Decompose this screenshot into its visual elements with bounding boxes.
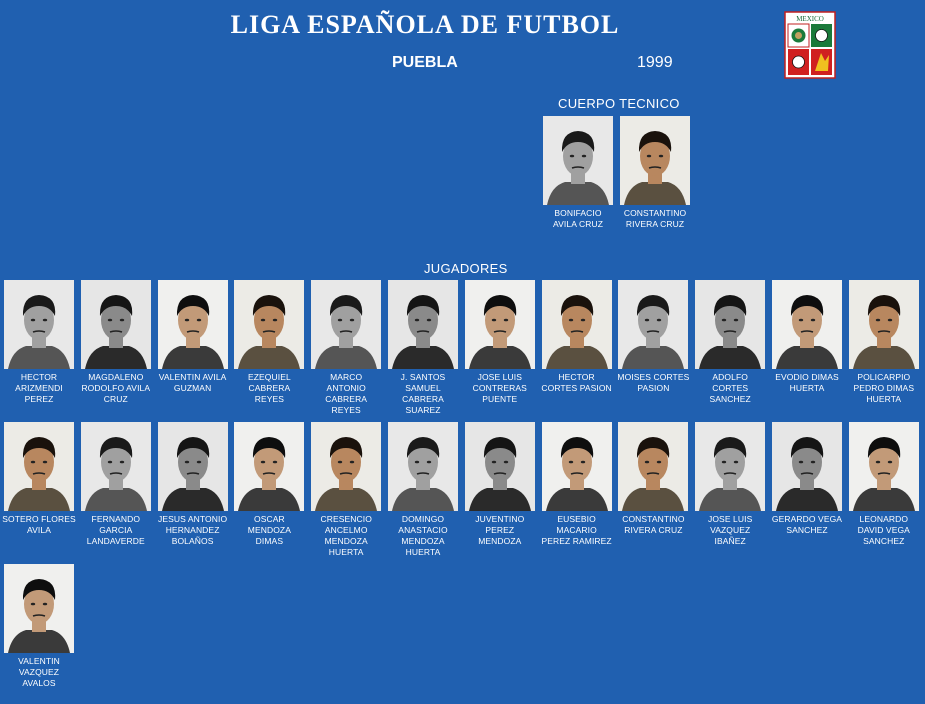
name-line: MENDOZA <box>247 525 291 535</box>
portrait-photo-icon <box>4 422 74 511</box>
name-line: SUAREZ <box>405 405 441 415</box>
person-name <box>307 514 385 558</box>
staff-card <box>541 116 615 230</box>
name-line: CORTES <box>712 383 749 393</box>
person-name <box>539 208 617 230</box>
portrait-photo-icon <box>618 280 688 369</box>
name-line: ARIZMENDI <box>15 383 63 393</box>
name-line: PEDRO DIMAS <box>853 383 915 393</box>
name-line: MAGDALENO <box>88 372 144 382</box>
name-line: AVILA <box>27 525 51 535</box>
name-line: CABRERA <box>325 394 368 404</box>
person-name <box>461 514 539 547</box>
name-line: MENDOZA <box>324 536 368 546</box>
person-name <box>307 372 385 416</box>
name-line: LEONARDO <box>859 514 909 524</box>
name-line: PUENTE <box>482 394 518 404</box>
name-line: MENDOZA <box>478 536 522 546</box>
name-line: CABRERA <box>248 383 291 393</box>
player-card <box>2 422 76 536</box>
name-line: PASION <box>637 383 670 393</box>
name-line: ANTONIO <box>326 383 366 393</box>
name-line: OSCAR <box>254 514 285 524</box>
portrait-photo-icon <box>542 280 612 369</box>
name-line: MACARIO <box>556 525 597 535</box>
name-line: POLICARPIO <box>857 372 911 382</box>
name-line: PEREZ <box>24 394 54 404</box>
player-card <box>309 422 383 558</box>
player-card <box>463 280 537 405</box>
player-card <box>847 422 921 547</box>
person-name <box>154 372 232 394</box>
portrait-photo-icon <box>158 422 228 511</box>
person-name <box>691 372 769 405</box>
name-line: PEREZ RAMIREZ <box>541 536 612 546</box>
name-line: HUERTA <box>866 394 902 404</box>
portrait-photo-icon <box>4 280 74 369</box>
name-line: VAZQUEZ <box>710 525 751 535</box>
name-line: HERNANDEZ <box>165 525 220 535</box>
name-line: JESUS ANTONIO <box>158 514 228 524</box>
person-name <box>614 514 692 536</box>
name-line: CONSTANTINO <box>622 514 685 524</box>
player-card <box>847 280 921 405</box>
portrait-photo-icon <box>4 564 74 653</box>
portrait-photo-icon <box>234 422 304 511</box>
portrait-photo-icon <box>311 422 381 511</box>
name-line: MARCO <box>330 372 363 382</box>
players-section-title: JUGADORES <box>424 261 508 276</box>
player-card <box>463 422 537 547</box>
name-line: CONSTANTINO <box>623 208 687 218</box>
name-line: LANDAVERDE <box>86 536 145 546</box>
league-logo-icon <box>784 11 836 79</box>
person-name <box>616 208 694 230</box>
player-card <box>540 422 614 547</box>
name-line: DIMAS <box>255 536 284 546</box>
player-card <box>386 280 460 416</box>
name-line: ADOLFO <box>712 372 748 382</box>
name-line: MOISES CORTES <box>617 372 690 382</box>
portrait-photo-icon <box>81 280 151 369</box>
portrait-photo-icon <box>158 280 228 369</box>
person-name <box>768 372 846 394</box>
name-line: REYES <box>331 405 361 415</box>
portrait-photo-icon <box>620 116 690 205</box>
name-line: CORTES PASION <box>541 383 612 393</box>
logo-text: MEXICO <box>796 15 824 23</box>
player-card <box>616 280 690 394</box>
person-name <box>0 656 78 689</box>
player-card <box>693 422 767 547</box>
name-line: SANCHEZ <box>709 394 751 404</box>
player-card <box>2 280 76 405</box>
name-line: PEREZ <box>485 525 515 535</box>
portrait-photo-icon <box>772 422 842 511</box>
name-line: DAVID VEGA <box>857 525 910 535</box>
name-line: CONTRERAS <box>472 383 527 393</box>
name-line: BOLAÑOS <box>171 536 214 546</box>
name-line: IBAÑEZ <box>714 536 746 546</box>
staff-section-title: CUERPO TECNICO <box>558 96 680 111</box>
portrait-photo-icon <box>465 422 535 511</box>
portrait-photo-icon <box>388 422 458 511</box>
portrait-photo-icon <box>234 280 304 369</box>
person-name <box>0 514 78 536</box>
portrait-photo-icon <box>695 422 765 511</box>
person-name <box>461 372 539 405</box>
player-card <box>693 280 767 405</box>
portrait-photo-icon <box>543 116 613 205</box>
player-card <box>232 422 306 547</box>
name-line: HUERTA <box>328 547 364 557</box>
person-name <box>538 514 616 547</box>
person-name <box>691 514 769 547</box>
player-card <box>156 280 230 394</box>
name-line: VALENTIN <box>18 656 60 666</box>
name-line: FERNANDO <box>91 514 141 524</box>
portrait-photo-icon <box>849 280 919 369</box>
name-line: JOSE LUIS <box>477 372 522 382</box>
portrait-photo-icon <box>618 422 688 511</box>
person-name <box>77 372 155 405</box>
player-card <box>386 422 460 558</box>
player-card <box>770 280 844 394</box>
name-line: AVILA CRUZ <box>553 219 603 229</box>
name-line: J. SANTOS <box>400 372 446 382</box>
name-line: GERARDO VEGA <box>771 514 843 524</box>
portrait-photo-icon <box>81 422 151 511</box>
name-line: BONIFACIO <box>554 208 602 218</box>
name-line: GUZMAN <box>173 383 212 393</box>
player-card <box>232 280 306 405</box>
name-line: JOSE LUIS <box>708 514 753 524</box>
person-name <box>154 514 232 547</box>
name-line: ANASTACIO <box>398 525 448 535</box>
name-line: ANCELMO <box>324 525 368 535</box>
name-line: HECTOR <box>558 372 595 382</box>
person-name <box>538 372 616 394</box>
player-card <box>540 280 614 394</box>
name-line: AVALOS <box>22 678 56 688</box>
name-line: RIVERA CRUZ <box>625 219 685 229</box>
name-line: CRUZ <box>103 394 128 404</box>
portrait-photo-icon <box>465 280 535 369</box>
portrait-photo-icon <box>772 280 842 369</box>
person-name <box>230 514 308 547</box>
player-card <box>79 280 153 405</box>
person-name <box>384 372 462 416</box>
person-name <box>0 372 78 405</box>
staff-card <box>618 116 692 230</box>
name-line: DOMINGO <box>401 514 445 524</box>
person-name <box>230 372 308 405</box>
portrait-photo-icon <box>311 280 381 369</box>
name-line: SAMUEL <box>405 383 441 393</box>
name-line: SANCHEZ <box>786 525 828 535</box>
name-line: VALENTIN AVILA <box>158 372 227 382</box>
player-card <box>616 422 690 536</box>
name-line: SOTERO FLORES <box>2 514 76 524</box>
player-card <box>156 422 230 547</box>
name-line: JUVENTINO <box>475 514 525 524</box>
name-line: VAZQUEZ <box>18 667 60 677</box>
team-name: PUEBLA <box>392 54 458 71</box>
person-name <box>384 514 462 558</box>
name-line: EZEQUIEL <box>247 372 291 382</box>
name-line: SANCHEZ <box>863 536 905 546</box>
portrait-photo-icon <box>388 280 458 369</box>
person-name <box>845 514 923 547</box>
person-name <box>768 514 846 536</box>
name-line: EUSEBIO <box>557 514 596 524</box>
portrait-photo-icon <box>849 422 919 511</box>
name-line: CABRERA <box>402 394 444 404</box>
person-name <box>845 372 923 405</box>
player-card <box>2 564 76 689</box>
name-line: HUERTA <box>789 383 825 393</box>
season-year: 1999 <box>637 54 673 71</box>
name-line: MENDOZA <box>401 536 445 546</box>
player-card <box>309 280 383 416</box>
person-name <box>614 372 692 394</box>
name-line: HECTOR <box>20 372 58 382</box>
name-line: RIVERA CRUZ <box>624 525 683 535</box>
player-card <box>770 422 844 536</box>
portrait-photo-icon <box>695 280 765 369</box>
person-name <box>77 514 155 547</box>
page-title: LIGA ESPAÑOLA DE FUTBOL <box>230 10 620 39</box>
name-line: CRESENCIO <box>320 514 372 524</box>
name-line: EVODIO DIMAS <box>775 372 839 382</box>
name-line: REYES <box>254 394 285 404</box>
name-line: HUERTA <box>405 547 441 557</box>
name-line: RODOLFO AVILA <box>81 383 151 393</box>
player-card <box>79 422 153 547</box>
name-line: GARCIA <box>99 525 133 535</box>
portrait-photo-icon <box>542 422 612 511</box>
